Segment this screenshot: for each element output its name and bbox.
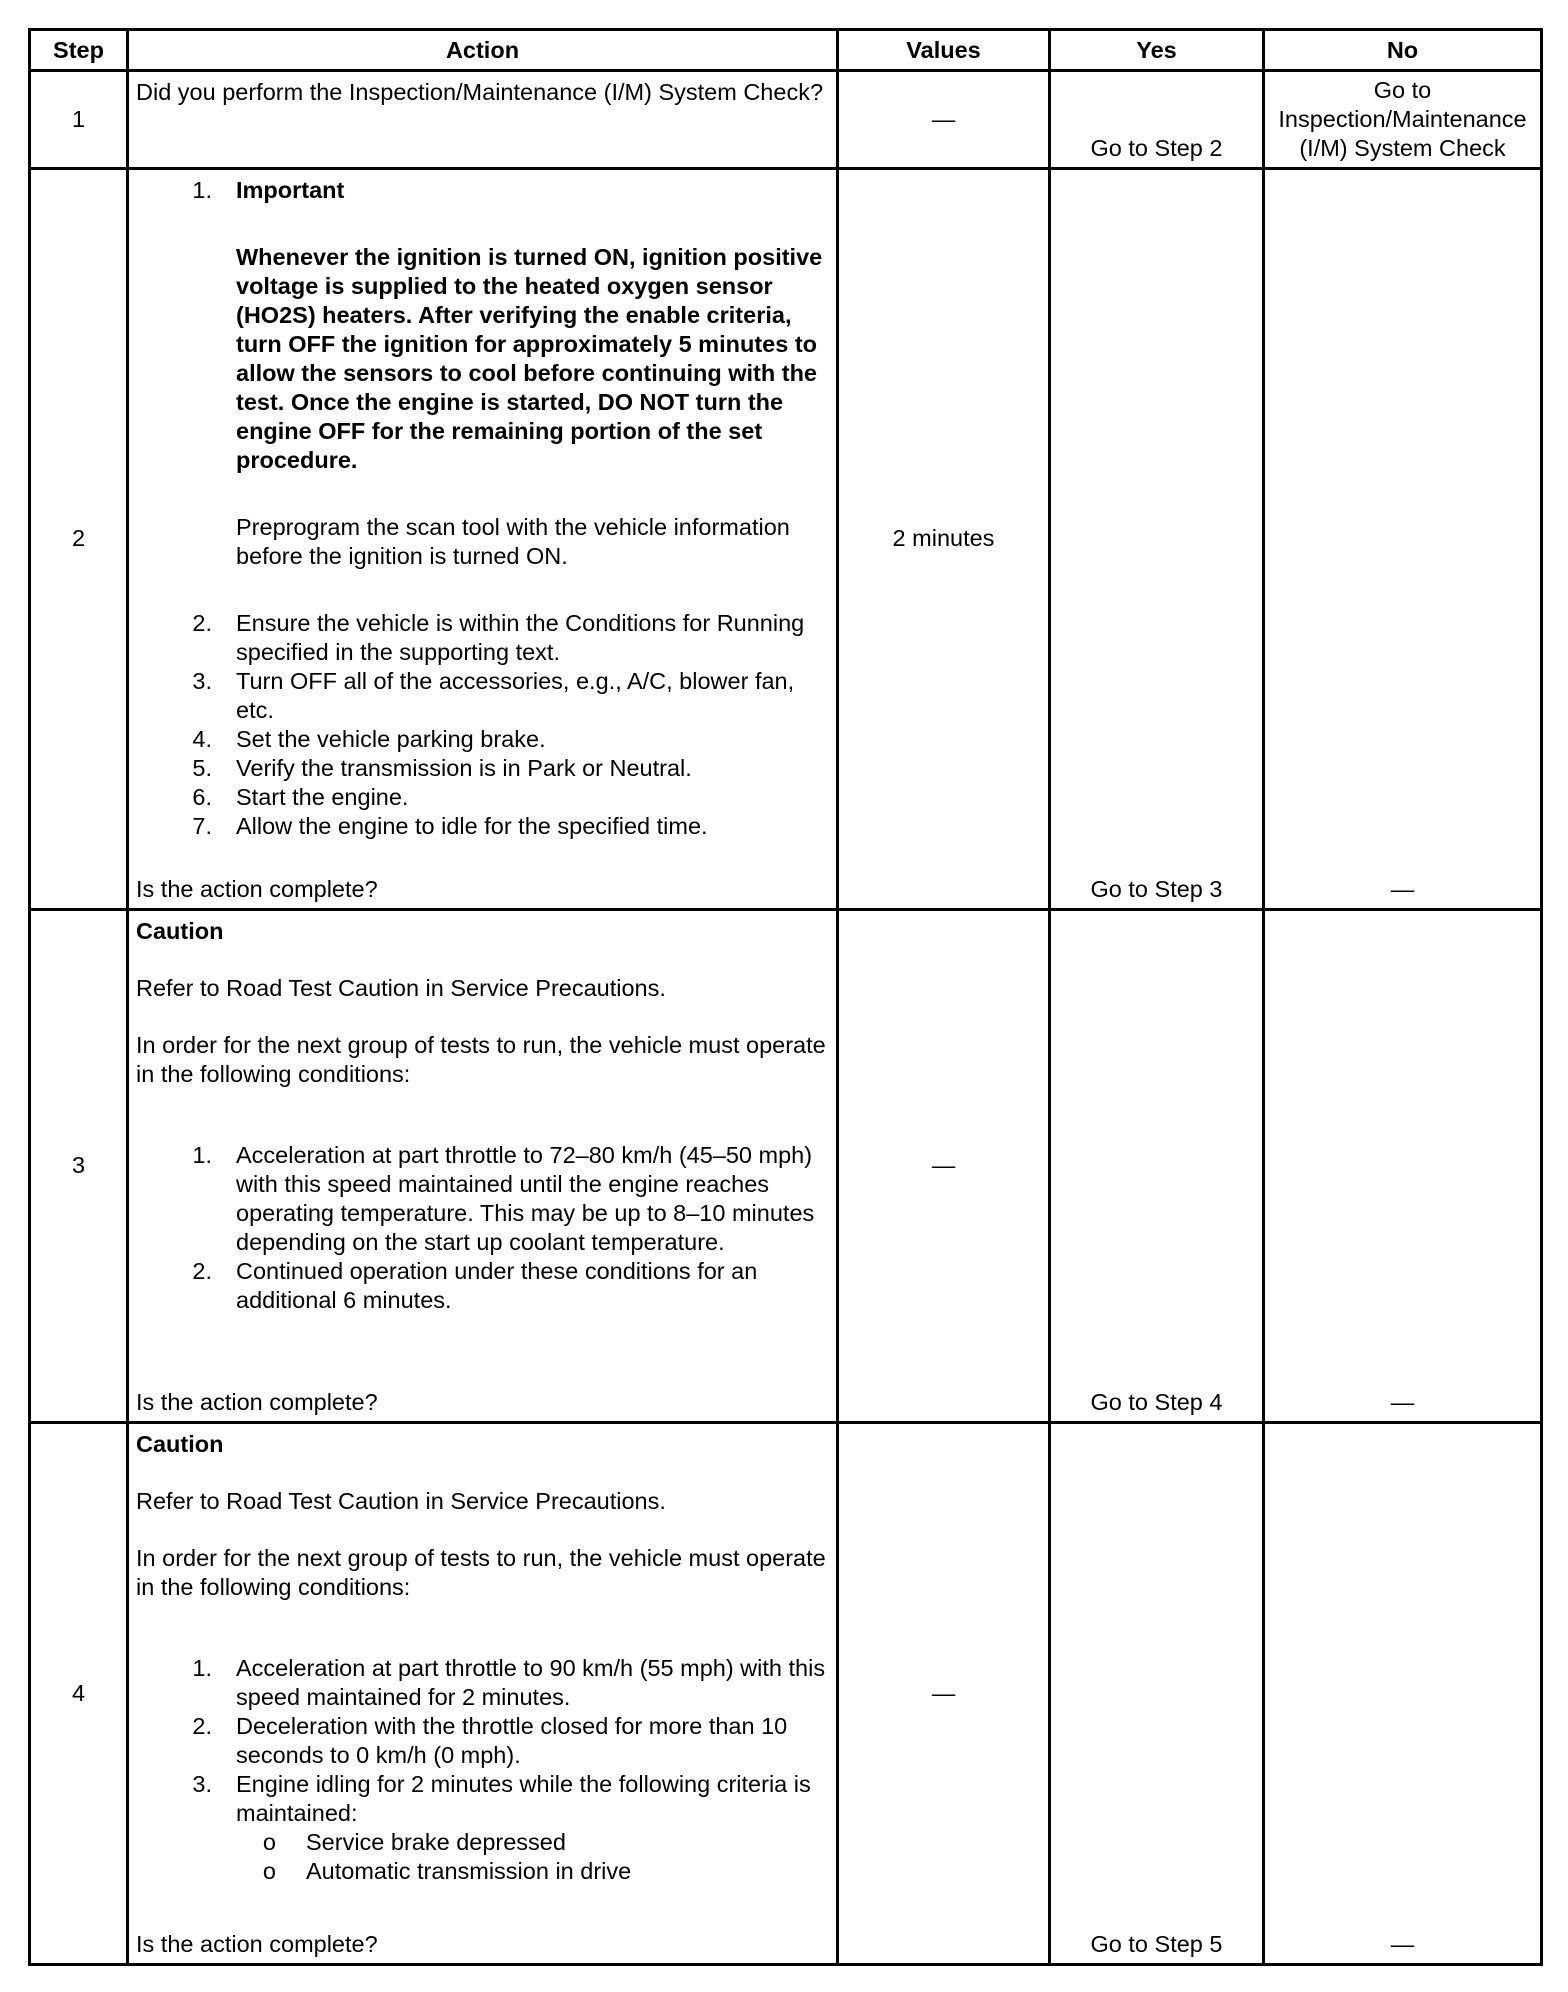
preprogram-text: Preprogram the scan tool with the vehicle information before the ignition is turned ON. bbox=[236, 514, 790, 570]
conditions-intro: In order for the next group of tests to run, the vehicle must operate in the following conditions: bbox=[136, 1031, 826, 1087]
action-text: Did you perform the Inspection/Maintenance (I/M) System Check? bbox=[136, 79, 824, 105]
caution-text: Refer to Road Test Caution in Service Precautions. bbox=[136, 974, 666, 1001]
important-title: Important bbox=[236, 177, 345, 204]
list-item: 2. Continued operation under these conditions for an additional 6 minutes. bbox=[192, 1257, 758, 1313]
no-cell: — bbox=[1264, 909, 1542, 1423]
values-cell: — bbox=[838, 909, 1050, 1423]
list-item: 3. Turn OFF all of the accessories, e.g., A/C, blower fan, etc. bbox=[192, 668, 795, 724]
values-cell: — bbox=[838, 71, 1050, 169]
list-item bbox=[136, 176, 828, 609]
conditions-intro: In order for the next group of tests to run, the vehicle must operate in the following conditions: bbox=[136, 1545, 826, 1601]
table-row bbox=[30, 909, 1542, 1423]
list-item: 1. Acceleration at part throttle to 72–80 km/h (45–50 mph) with this speed maintained until the engine reaches operating temperature. This may be up to 8–10 minutes depending on the start up coolant temperature. bbox=[192, 1141, 815, 1255]
values-cell: 2 minutes bbox=[838, 169, 1050, 909]
step-number: 2 bbox=[30, 169, 128, 909]
action-cell bbox=[128, 169, 838, 909]
list-item: 5. Verify the transmission is in Park or Neutral. bbox=[192, 755, 692, 782]
question-text: Is the action complete? bbox=[136, 1931, 378, 1957]
action-cell bbox=[128, 909, 838, 1423]
yes-cell: Go to Step 3 bbox=[1050, 169, 1264, 909]
table-row bbox=[30, 1423, 1542, 1965]
no-cell: Go to Inspection/Maintenance (I/M) System Check bbox=[1264, 71, 1542, 169]
action-cell bbox=[128, 1423, 838, 1965]
table-row bbox=[30, 71, 1542, 169]
diagnostic-table bbox=[28, 28, 1543, 1966]
header-row bbox=[30, 30, 1542, 71]
action-cell bbox=[128, 71, 838, 169]
sub-list-item: o Automatic transmission in drive bbox=[236, 1857, 828, 1886]
question-text: Is the action complete? bbox=[136, 875, 378, 902]
list-item: 2. Deceleration with the throttle closed for more than 10 seconds to 0 km/h (0 mph). bbox=[192, 1713, 788, 1769]
sub-list-item: o Service brake depressed bbox=[236, 1828, 828, 1857]
yes-cell: Go to Step 5 bbox=[1050, 1423, 1264, 1965]
table-row bbox=[30, 169, 1542, 909]
header-values: Values bbox=[838, 30, 1050, 71]
yes-cell: Go to Step 2 bbox=[1050, 71, 1264, 169]
header-no: No bbox=[1264, 30, 1542, 71]
caution-text: Refer to Road Test Caution in Service Precautions. bbox=[136, 1488, 666, 1515]
header-step: Step bbox=[30, 30, 128, 71]
bullet-icon: o bbox=[262, 1829, 276, 1856]
list-item: 1. Acceleration at part throttle to 90 km/h (55 mph) with this speed maintained for 2 minutes. bbox=[192, 1655, 826, 1711]
question-text: Is the action complete? bbox=[136, 1389, 378, 1416]
sub-list bbox=[236, 1828, 828, 1886]
item-number: 1. bbox=[192, 177, 212, 204]
yes-cell: Go to Step 4 bbox=[1050, 909, 1264, 1423]
header-yes: Yes bbox=[1050, 30, 1264, 71]
caution-title: Caution bbox=[136, 917, 224, 944]
no-cell: — bbox=[1264, 1423, 1542, 1965]
list-item: 7. Allow the engine to idle for the specified time. bbox=[192, 813, 708, 840]
list-item: 4. Set the vehicle parking brake. bbox=[192, 726, 546, 753]
caution-title: Caution bbox=[136, 1431, 224, 1458]
bullet-icon: o bbox=[262, 1858, 276, 1885]
values-cell: — bbox=[838, 1423, 1050, 1965]
important-text: Whenever the ignition is turned ON, ignition positive voltage is supplied to the heated oxygen sensor (HO2S) heaters. After verifying the enable criteria, turn OFF the ignition for approximately 5 minutes to allow the sensors to cool before continuing with the test. Once the engine is started, DO NOT turn the engine OFF for the remaining portion of the set procedure. bbox=[236, 244, 823, 474]
step-number: 4 bbox=[30, 1423, 128, 1965]
list-item: 6. Start the engine. bbox=[192, 784, 409, 811]
header-action: Action bbox=[128, 30, 838, 71]
list-item: 3. Engine idling for 2 minutes while the following criteria is maintained: o Service brake depressed o Automatic transmission in drive bbox=[136, 1770, 828, 1886]
step-number: 3 bbox=[30, 909, 128, 1423]
no-cell: — bbox=[1264, 169, 1542, 909]
step-number: 1 bbox=[30, 71, 128, 169]
list-item: 2. Ensure the vehicle is within the Conditions for Running specified in the supporting text. bbox=[192, 610, 805, 666]
